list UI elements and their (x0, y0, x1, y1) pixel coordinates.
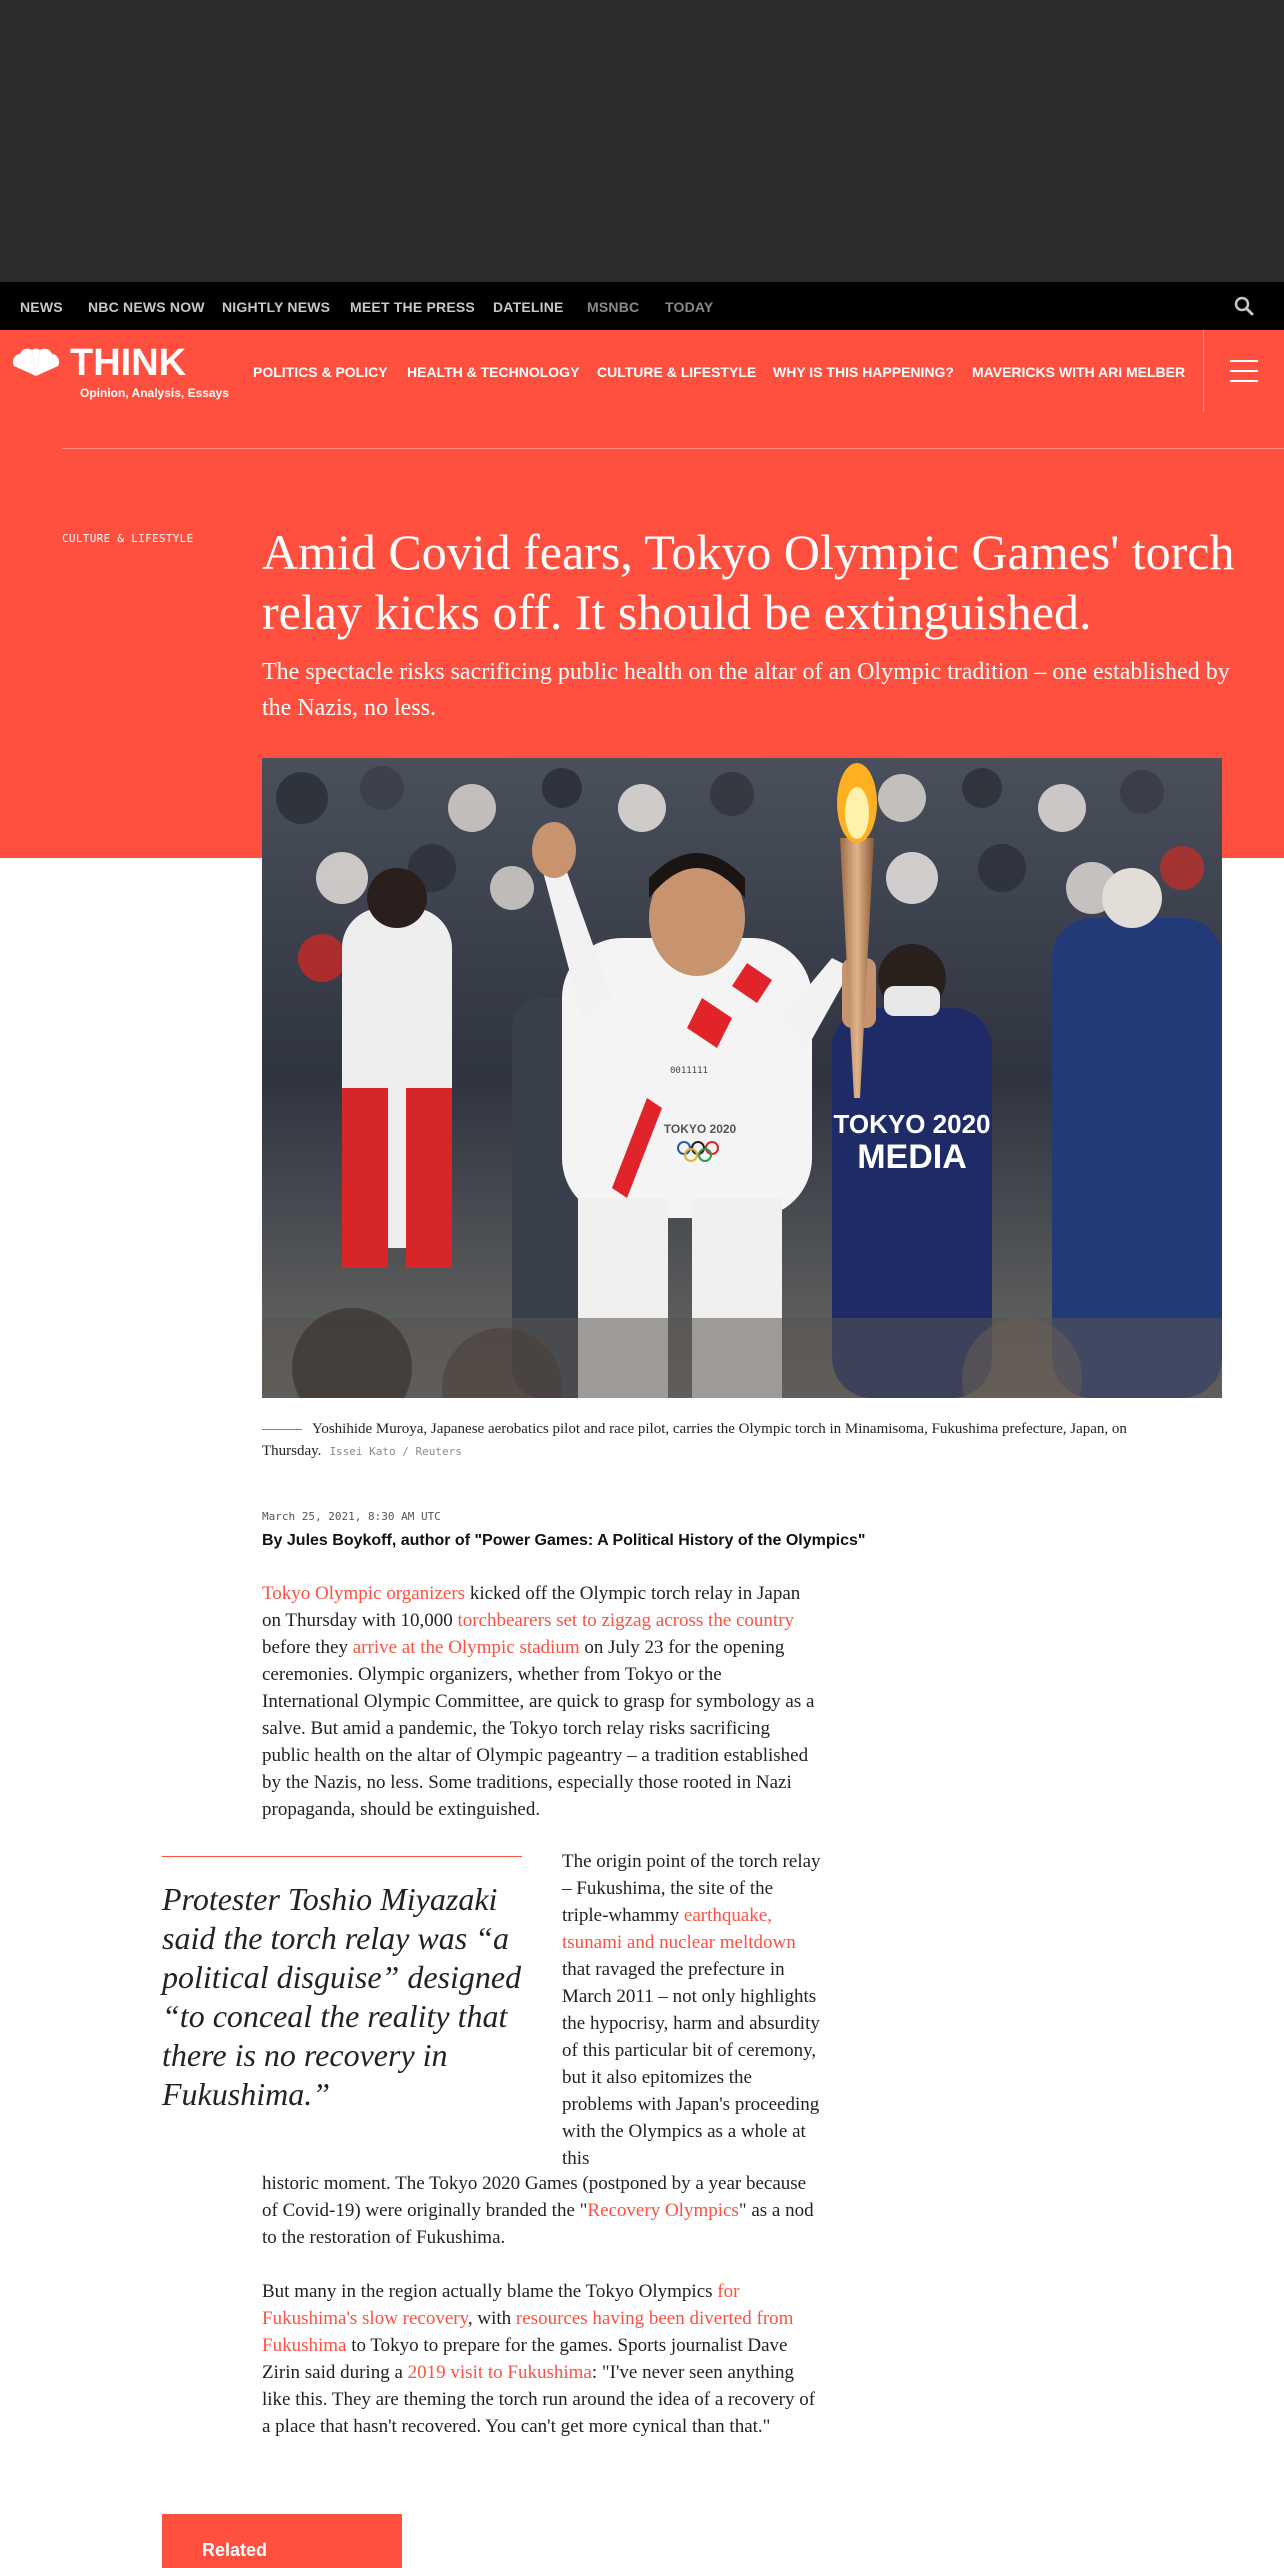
section-why-is-this-happening[interactable]: WHY IS THIS HAPPENING? (773, 364, 954, 380)
paragraph-3-text-a: But many in the region actually blame the Tokyo Olympics (262, 2281, 718, 2302)
peacock-icon (10, 348, 62, 378)
related-module[interactable] (162, 2514, 402, 2568)
hero-divider (62, 448, 1284, 449)
menu-icon[interactable] (1230, 360, 1258, 382)
paragraph-2-text-c: historic moment. The Tokyo 2020 Games (postponed by a year because of Covid-19) were originally branded the " (262, 2173, 807, 2221)
nav-today[interactable]: TODAY (665, 299, 714, 315)
global-nav (0, 282, 1284, 330)
vest-line1: TOKYO 2020 (833, 1109, 991, 1139)
pullquote-rule (162, 1856, 522, 1857)
link-torchbearers[interactable]: torchbearers set to zigzag across the country (457, 1610, 795, 1631)
article-dek: The spectacle risks sacrificing public health on the altar of an Olympic tradition – one established by the Nazis, no less. (262, 659, 1230, 721)
ad-slot (0, 0, 1284, 282)
search-icon[interactable] (1232, 294, 1256, 318)
nav-nbc-news-now[interactable]: NBC NEWS NOW (88, 299, 205, 315)
paragraph-3-text-b: , with (467, 2308, 516, 2329)
bib-number: 0011111 (670, 1066, 708, 1076)
torch-relay-photo (262, 758, 1222, 1398)
link-resources-diverted[interactable]: resources having been diverted from Fukushima (262, 2308, 794, 2356)
link-2019-visit[interactable]: 2019 visit to Fukushima (407, 2362, 592, 2383)
article-photo (262, 758, 1222, 1398)
paragraph-1-text-c: on July 23 for the opening ceremonies. Olympic organizers, whether from Tokyo or the International Olympic Committee, are quick to grasp for symbology as a salve. But amid a pandemic, the Tokyo torch relay risks sacrificing public health on the altar of Olympic pageantry – a tradition established by the Nazis, no less. Some traditions, especially those rooted in Nazi propaganda, should be extinguished. (262, 1637, 815, 1820)
link-arrive-at-stadium[interactable]: arrive at the Olympic stadium (352, 1637, 580, 1658)
article-eyebrow[interactable]: CULTURE & LIFESTYLE (62, 532, 194, 545)
header-divider (1203, 330, 1204, 412)
paragraph-1-text-b: before they (262, 1637, 353, 1658)
article-timestamp: March 25, 2021, 8:30 AM UTC (262, 1510, 441, 1523)
link-recovery-olympics[interactable]: Recovery Olympics (587, 2200, 739, 2221)
paragraph-1-text-a: kicked off the Olympic torch relay in Japan on Thursday with 10,000 (262, 1583, 801, 1631)
jersey-brand: TOKYO 2020 (663, 1122, 737, 1136)
think-header (0, 330, 1284, 412)
paragraph-2 (562, 1848, 824, 2172)
logo-wordmark: THINK (70, 342, 187, 384)
paragraph-1 (262, 1580, 822, 1823)
photo-caption (262, 1418, 1222, 1463)
link-earthquake-tsunami[interactable]: earthquake, tsunami and nuclear meltdown (562, 1905, 796, 1953)
paragraph-2-text-d: " as a nod to the restoration of Fukushima. (262, 2200, 814, 2248)
logo-tagline: Opinion, Analysis, Essays (80, 386, 229, 400)
nav-meet-the-press[interactable]: MEET THE PRESS (350, 299, 475, 315)
caption-dash (262, 1429, 302, 1430)
paragraph-2-continued (262, 2170, 824, 2251)
nav-nightly-news[interactable]: NIGHTLY NEWS (222, 299, 331, 315)
nav-msnbc[interactable]: MSNBC (587, 299, 640, 315)
related-label: Related (202, 2540, 268, 2560)
section-health-technology[interactable]: HEALTH & TECHNOLOGY (407, 364, 580, 380)
link-slow-recovery[interactable]: for Fukushima's slow recovery (262, 2281, 740, 2329)
paragraph-3-text-c: to Tokyo to prepare for the games. Sports journalist Dave Zirin said during a (262, 2335, 788, 2383)
nav-news[interactable]: NEWS (20, 299, 63, 315)
article-byline: By Jules Boykoff, author of "Power Games: A Political History of the Olympics" (262, 1532, 866, 1549)
vest-line2: MEDIA (857, 1138, 967, 1176)
paragraph-2-text-a: The origin point of the torch relay – Fukushima, the site of the triple-whammy (562, 1851, 821, 1926)
section-politics-policy[interactable]: POLITICS & POLICY (253, 364, 388, 380)
pullquote: Protester Toshio Miyazaki said the torch relay was “a political disguise” designed “to conceal the reality that there is no recovery in Fukushima.” (162, 1881, 522, 2112)
paragraph-3-text-d: : "I've never seen anything like this. They are theming the torch run around the idea of a recovery of a place that hasn't recovered. You can't get more cynical than that." (262, 2362, 816, 2437)
paragraph-2-text-b: that ravaged the prefecture in March 2011 – not only highlights the hypocrisy, harm and absurdity of this particular bit of ceremony, but it also epitomizes the problems with Japan's proceeding with the Olympics as a whole at this (562, 1959, 820, 2169)
caption-text: Yoshihide Muroya, Japanese aerobatics pilot and race pilot, carries the Olympic torch in Minamisoma, Fukushima prefecture, Japan, on Thursday. (262, 1421, 1127, 1459)
photo-credit: Issei Kato / Reuters (329, 1445, 462, 1458)
paragraph-3 (262, 2278, 824, 2440)
section-culture-lifestyle[interactable]: CULTURE & LIFESTYLE (597, 364, 757, 380)
nav-dateline[interactable]: DATELINE (493, 299, 564, 315)
link-tokyo-olympic-organizers[interactable]: Tokyo Olympic organizers (262, 1583, 466, 1604)
section-mavericks-ari-melber[interactable]: MAVERICKS WITH ARI MELBER (972, 364, 1186, 380)
think-logo[interactable] (10, 342, 229, 402)
article-headline: Amid Covid fears, Tokyo Olympic Games' torch relay kicks off. It should be extinguished. (262, 524, 1235, 640)
